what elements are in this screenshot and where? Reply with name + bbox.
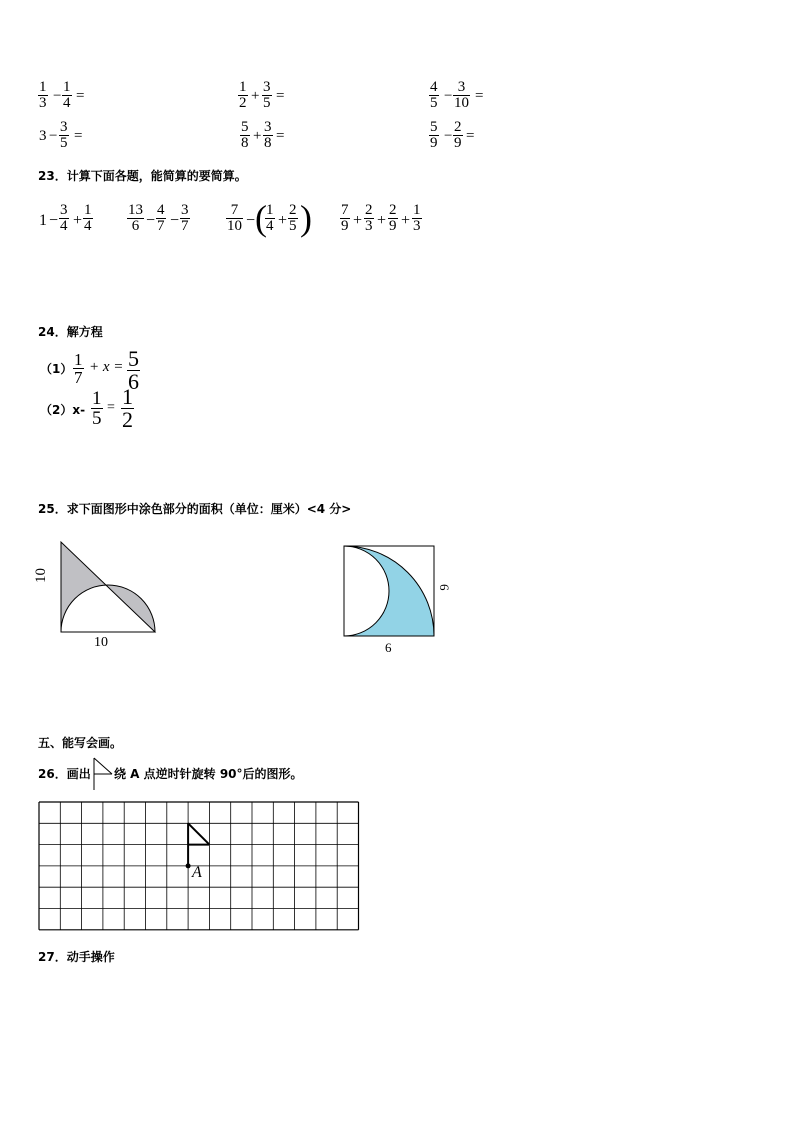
fraction: $\frac{7}{10}$ xyxy=(227,202,242,234)
operator: + xyxy=(353,212,363,229)
equals-sign: = xyxy=(475,88,484,104)
fraction: $\frac{3}{8}$ xyxy=(264,119,272,151)
operator: − xyxy=(170,212,180,229)
fraction: $\frac{4}{5}$ xyxy=(430,79,438,111)
fraction: $\frac{1}{3}$ xyxy=(39,79,47,111)
figure-1-side-label: 10 xyxy=(33,568,49,583)
figure-1-base-label: 10 xyxy=(94,635,108,650)
equals-sign: = xyxy=(466,128,475,144)
flag-shape-icon xyxy=(92,758,114,792)
fraction: $\frac{4}{7}$ xyxy=(157,202,165,234)
operator: + xyxy=(401,212,411,229)
right-paren: ) xyxy=(300,198,312,238)
operator: + xyxy=(251,88,260,104)
fraction: $\frac{3}{4}$ xyxy=(60,202,68,234)
fraction: $\frac{1}{2}$ xyxy=(122,384,133,432)
fraction: $\frac{1}{3}$ xyxy=(413,202,421,234)
equals-sign: = xyxy=(276,128,285,144)
section-5-heading: 五、能写会画。 xyxy=(38,736,123,750)
fraction: $\frac{1}{4}$ xyxy=(63,79,71,111)
equation-1-label: （1） xyxy=(40,362,73,376)
fraction: $\frac{2}{9}$ xyxy=(389,202,397,234)
fraction: $\frac{3}{10}$ xyxy=(454,79,469,111)
equals-sign: = xyxy=(276,88,285,104)
figure-2-side-label: 6 xyxy=(437,584,452,591)
figure-triangle-semicircle xyxy=(55,538,175,638)
operator: + xyxy=(73,212,83,229)
point-a-dot xyxy=(186,863,191,868)
operator: − xyxy=(49,128,58,144)
fraction: $\frac{3}{5}$ xyxy=(263,79,271,111)
fraction: $\frac{2}{9}$ xyxy=(454,119,462,151)
fraction: $\frac{1}{2}$ xyxy=(239,79,247,111)
operator: − xyxy=(49,212,59,229)
fraction: $\frac{1}{5}$ xyxy=(92,388,102,429)
fraction: $\frac{3}{5}$ xyxy=(60,119,68,151)
equation-1-middle: + x = xyxy=(89,359,124,375)
whole-number: 3 xyxy=(39,128,47,144)
operator: + xyxy=(253,128,262,144)
question-23-heading: 23．计算下面各题，能简算的要简算。 xyxy=(38,169,247,183)
flag-figure-line xyxy=(188,823,209,844)
equation-2-label: （2）x- xyxy=(40,403,86,417)
question-26-heading-post: 绕 A 点逆时针旋转 90°后的图形。 xyxy=(114,767,303,781)
equals-sign: = xyxy=(107,400,115,415)
operator: − xyxy=(246,212,256,229)
operator: − xyxy=(146,212,156,229)
question-26-heading-pre: 26．画出 xyxy=(38,767,91,781)
fraction: $\frac{5}{9}$ xyxy=(430,119,438,151)
fraction: $\frac{13}{6}$ xyxy=(128,202,143,234)
operator: + xyxy=(278,212,288,229)
fraction: $\frac{5}{8}$ xyxy=(241,119,249,151)
equals-sign: = xyxy=(76,88,85,104)
left-paren: ( xyxy=(255,198,267,238)
fraction: $\frac{2}{5}$ xyxy=(289,202,297,234)
fraction: $\frac{7}{9}$ xyxy=(341,202,349,234)
fraction: $\frac{1}{4}$ xyxy=(84,202,92,234)
fraction: $\frac{2}{3}$ xyxy=(365,202,373,234)
question-24-heading: 24．解方程 xyxy=(38,325,103,339)
figure-square-crescent xyxy=(340,544,440,644)
equals-sign: = xyxy=(74,128,83,144)
operator: − xyxy=(444,88,453,104)
question-25-heading: 25．求下面图形中涂色部分的面积（单位：厘米）<4 分> xyxy=(38,502,352,516)
figure-2-base-label: 6 xyxy=(385,640,392,655)
operator: − xyxy=(444,128,453,144)
question-27-heading: 27．动手操作 xyxy=(38,950,115,964)
operator: + xyxy=(377,212,387,229)
operator: − xyxy=(53,88,62,104)
fraction: $\frac{3}{7}$ xyxy=(181,202,189,234)
fraction: $\frac{5}{6}$ xyxy=(128,346,139,394)
fraction: $\frac{1}{7}$ xyxy=(74,350,83,387)
fraction: $\frac{1}{4}$ xyxy=(266,202,274,234)
whole-number: 1 xyxy=(39,212,47,229)
point-a-label: A xyxy=(192,864,202,881)
